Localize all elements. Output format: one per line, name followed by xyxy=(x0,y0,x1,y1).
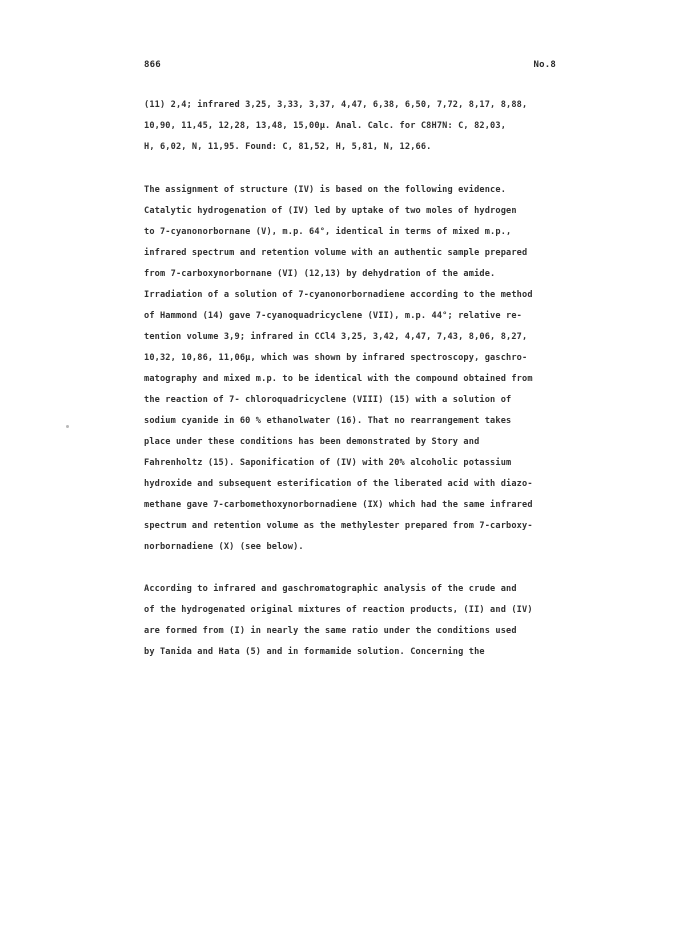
text-line: methane gave 7-carbomethoxynorbornadiene (IX) which had the same infrared xyxy=(144,500,533,510)
text-line: matography and mixed m.p. to be identical with the compound obtained from xyxy=(144,374,533,384)
text-line: of the hydrogenated original mixtures of reaction products, (II) and (IV) xyxy=(144,605,533,615)
text-line: According to infrared and gaschromatographic analysis of the crude and xyxy=(144,584,517,594)
text-line: infrared spectrum and retention volume with an authentic sample prepared xyxy=(144,248,528,258)
text-line: to 7-cyanonorbornane (V), m.p. 64°, identical in terms of mixed m.p., xyxy=(144,227,512,237)
text-line: (11) 2,4; infrared 3,25, 3,33, 3,37, 4,47, 6,38, 6,50, 7,72, 8,17, 8,88, xyxy=(144,100,528,110)
text-line: from 7-carboxynorbornane (VI) (12,13) by dehydration of the amide. xyxy=(144,269,496,279)
text-line: of Hammond (14) gave 7-cyanoquadricyclene (VII), m.p. 44°; relative re- xyxy=(144,311,522,321)
text-line: norbornadiene (X) (see below). xyxy=(144,542,304,552)
text-line: 10,90, 11,45, 12,28, 13,48, 15,00µ. Anal. Calc. for C8H7N: C, 82,03, xyxy=(144,121,507,131)
text-line: sodium cyanide in 60 % ethanolwater (16). That no rearrangement takes xyxy=(144,416,512,426)
text-line: the reaction of 7- chloroquadricyclene (VIII) (15) with a solution of xyxy=(144,395,512,405)
text-line: H, 6,02, N, 11,95. Found: C, 81,52, H, 5,81, N, 12,66. xyxy=(144,142,432,152)
text-line: hydroxide and subsequent esterification of the liberated acid with diazo- xyxy=(144,479,533,489)
text-line: tention volume 3,9; infrared in CCl4 3,25, 3,42, 4,47, 7,43, 8,06, 8,27, xyxy=(144,332,528,342)
scan-speck xyxy=(66,425,69,428)
text-line: by Tanida and Hata (5) and in formamide solution. Concerning the xyxy=(144,647,485,657)
text-line: Catalytic hydrogenation of (IV) led by uptake of two moles of hydrogen xyxy=(144,206,517,216)
text-line: place under these conditions has been demonstrated by Story and xyxy=(144,437,480,447)
text-line: are formed from (I) in nearly the same ratio under the conditions used xyxy=(144,626,517,636)
text-line: Irradiation of a solution of 7-cyanonorbornadiene according to the method xyxy=(144,290,533,300)
text-line: spectrum and retention volume as the methylester prepared from 7-carboxy- xyxy=(144,521,533,531)
text-line: Fahrenholtz (15). Saponification of (IV) with 20% alcoholic potassium xyxy=(144,458,512,468)
issue-number: No.8 xyxy=(533,60,556,70)
page-number: 866 xyxy=(144,60,161,70)
text-line: The assignment of structure (IV) is based on the following evidence. xyxy=(144,185,507,195)
text-line: 10,32, 10,86, 11,06µ, which was shown by infrared spectroscopy, gaschro- xyxy=(144,353,528,363)
